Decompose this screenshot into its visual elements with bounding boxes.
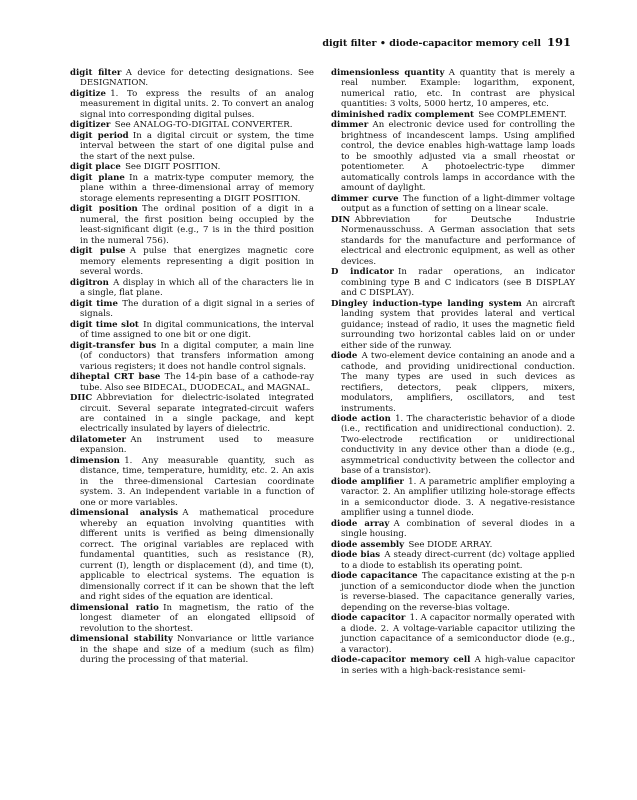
entry-term: digit-transfer bus <box>70 340 157 351</box>
entry-term: diode bias <box>331 550 381 561</box>
dictionary-entry <box>331 214 575 267</box>
entry-definition: The capacitance existing at the p-n junction of a semiconductor diode when the junction is reverse-biased. The capacitance generally varies, depending on the reverse-bias voltage. <box>341 571 575 613</box>
dictionary-entry <box>70 319 314 341</box>
dictionary-entry <box>70 88 314 120</box>
entry-definition: An aircraft landing system that provides lateral and vertical guidance; instead of radio, it uses the magnetic field surrounding two horizontal cables laid on or under either side of the runway. <box>341 298 576 351</box>
entry-term: diode array <box>331 518 390 529</box>
entry-term: Dingley induction-type landing system <box>331 298 522 309</box>
dictionary-entry <box>70 393 314 435</box>
entry-term: D indicator <box>331 267 394 278</box>
entry-definition: An instrument used to measure expansion. <box>80 434 314 456</box>
entry-definition: A two-element device containing an anode and a cathode, and providing unidirectional conduction. The many types are used in such devices as rectifiers, detectors, peak clippers, mixers, modulators, amplifiers, oscillators, and test instruments. <box>341 351 575 414</box>
entry-definition: 1. To express the results of an analog measurement in digital units. 2. To convert an analog signal into corresponding digital pulses. <box>80 88 314 120</box>
entry-term: DIN <box>331 214 351 225</box>
entry-term: digit pulse <box>70 246 126 257</box>
entry-term: dimensionless quantity <box>331 68 445 78</box>
dictionary-entry <box>70 508 314 603</box>
dictionary-entry <box>331 193 575 215</box>
dictionary-entry <box>70 246 314 278</box>
dictionary-entry <box>331 550 575 571</box>
entry-term: DIIC <box>70 393 93 404</box>
entry-term: diode <box>331 351 358 362</box>
entry-definition: Abbreviation for Deutsche Industrie Normenausschuss. A German association that sets standards for the manufacture and performance of electrical and electronic equipment, as well as other devices. <box>341 214 575 267</box>
entry-definition: A quantity that is merely a real number. Example: logarithm, exponent, numerical ratio, etc. In contrast are physical quantities: 3 volts, 5000 hertz, 10 amperes, etc. <box>341 68 575 110</box>
entry-definition: The ordinal position of a digit in a numeral, the first position being occupied by the least-significant digit (e.g., 7 is in the third position in the numeral 756). <box>80 204 314 246</box>
dictionary-entry <box>331 413 575 477</box>
entry-term: diode-capacitor memory cell <box>331 655 471 666</box>
entry-definition: Nonvariance or little variance in the shape and size of a medium (such as film) during the processing of that material. <box>80 634 314 666</box>
dictionary-entry <box>331 351 575 414</box>
dictionary-entry <box>331 298 576 351</box>
dictionary-entry <box>331 476 575 519</box>
entry-term: diheptal CRT base <box>70 372 161 383</box>
entry-definition: In a matrix-type computer memory, the plane within a three-dimensional array of memory storage elements representing a DIGIT POSITION. <box>80 172 314 204</box>
entry-definition: The function of a light-dimmer voltage output as a function of setting on a linear scale. <box>341 193 575 215</box>
entry-term: diminished radix complement <box>331 109 474 120</box>
entry-term: dimension <box>70 455 120 466</box>
entry-definition: The 14-pin base of a cathode-ray tube. Also see BIDECAL, DUODECAL, and MAGNAL. <box>80 372 314 393</box>
dictionary-entry <box>331 613 576 655</box>
entry-term: digitron <box>70 277 109 288</box>
entry-term: digit period <box>70 130 129 141</box>
entry-term: dilatometer <box>70 434 127 445</box>
entry-term: diode action <box>331 413 391 424</box>
entry-definition: A steady direct-current (dc) voltage applied to a diode to establish its operating point. <box>341 550 575 571</box>
entry-definition: See DIGIT POSITION. <box>125 162 221 173</box>
dictionary-entry <box>331 518 575 540</box>
dictionary-entry <box>70 372 314 393</box>
entry-definition: In magnetism, the ratio of the longest diameter of an elongated ellipsoid of revolution to the shortest. <box>80 602 314 634</box>
dictionary-entry <box>70 120 314 131</box>
entry-term: dimensional stability <box>70 634 173 645</box>
entry-definition: In radar operations, an indicator combining type B and C indicators (see B DISPLAY and C DISPLAY). <box>341 267 576 299</box>
entry-definition: 1. A capacitor normally operated with a diode. 2. A voltage-variable capacitor utilizing the junction capacitance of a semiconductor diode (e.g., a varactor). <box>341 613 576 655</box>
entry-term: digit place <box>70 162 121 173</box>
dictionary-entry <box>331 539 575 550</box>
dictionary-entry <box>70 172 314 204</box>
left-column <box>70 68 314 666</box>
entry-definition: See ANALOG-TO-DIGITAL CONVERTER. <box>114 120 293 131</box>
entry-term: dimensional analysis <box>70 508 179 519</box>
dictionary-entry <box>70 434 314 456</box>
entry-term: digitize <box>70 88 106 99</box>
entry-term: diode capacitor <box>331 613 406 624</box>
entry-definition: 1. The characteristic behavior of a diode (i.e., rectification and unidirectional conduction). 2. Two-electrode rectification or unidirectional conductivity in any device other than a diode (e.g., asymmetrical conductivity between the collector and base of a transistor). <box>341 413 575 477</box>
entry-definition: 1. Any measurable quantity, such as distance, time, temperature, humidity, etc. 2. An axis in the three-dimensional Cartesian coordinate system. 3. An independent variable in a function of one or more variables. <box>80 455 314 508</box>
entry-definition: A high-value capacitor in series with a high-back-resistance semi- <box>341 655 575 676</box>
entry-term: diode capacitance <box>331 571 418 582</box>
entry-definition: In digital communications, the interval of time assigned to one bit or one digit. <box>80 319 314 341</box>
dictionary-entry <box>70 455 314 508</box>
dictionary-entry <box>70 602 314 634</box>
entry-term: dimmer curve <box>331 193 399 204</box>
entry-term: diode amplifier <box>331 476 404 487</box>
entry-term: dimensional ratio <box>70 602 159 613</box>
entry-term: digit position <box>70 204 138 215</box>
dictionary-entry <box>70 277 314 299</box>
entry-definition: See DIODE ARRAY. <box>408 539 493 550</box>
dictionary-entry <box>331 571 575 613</box>
dictionary-entry <box>331 109 575 120</box>
entry-term: digitizer <box>70 120 111 131</box>
dictionary-entry <box>70 298 315 320</box>
entry-term: dimmer <box>331 120 369 131</box>
dictionary-entry <box>70 634 314 666</box>
entry-definition: In a digital circuit or system, the time interval between the start of one digital pulse and the start of the next pulse. <box>80 130 314 162</box>
dictionary-entry <box>70 162 314 173</box>
entry-definition: A mathematical procedure whereby an equation involving quantities with different units is verified as being dimensionally correct. The original variables are replaced with fundamental quantities, such as resistance (R), current (I), length or displacement (d), and time (t), applicable to electrical systems. The equation is dimensionally correct if it can be shown that the left and right sides of the equation are identical. <box>80 508 314 603</box>
entry-term: digit time <box>70 298 118 309</box>
dictionary-entry <box>331 68 575 110</box>
dictionary-entry <box>70 130 314 162</box>
entry-term: diode assembly <box>331 539 405 550</box>
entry-term: digit time slot <box>70 319 139 330</box>
entry-term: digit plane <box>70 172 125 183</box>
dictionary-entry <box>331 120 575 194</box>
entry-definition: The duration of a digit signal in a series of signals. <box>80 298 315 320</box>
entry-term: digit filter <box>70 68 122 78</box>
dictionary-entry <box>70 340 314 372</box>
dictionary-entry <box>70 204 314 246</box>
entry-definition: A device for detecting designations. See DESIGNATION. <box>80 68 314 89</box>
dictionary-entry <box>331 267 576 299</box>
entry-definition: An electronic device used for controlling the brightness of incandescent lamps. Using amplified control, the device enables high-wattage lamp loads to be smoothly adjusted via a small rheostat or potentiometer. A photoelectric-type dimmer automatically controls lamps in accordance with the amount of daylight. <box>341 120 575 194</box>
page-number: 191 <box>546 35 571 49</box>
right-column <box>331 68 575 676</box>
entry-definition: Abbreviation for dielectric-isolated integrated circuit. Several separate integrated-circuit wafers are contained in a single package, and kept electrically insulated by layers of dielectric. <box>80 393 314 435</box>
entry-definition: In a digital computer, a main line (of conductors) that transfers information among various registers; it does not handle control signals. <box>80 340 314 372</box>
entry-definition: 1. A parametric amplifier employing a varactor. 2. An amplifier utilizing hole-storage effects in a semiconductor diode. 3. A negative-resistance amplifier using a tunnel diode. <box>341 476 575 519</box>
dictionary-entry <box>331 655 575 676</box>
entry-definition: A combination of several diodes in a single housing. <box>341 518 575 540</box>
running-head <box>322 35 571 49</box>
entry-definition: A display in which all of the characters lie in a single, flat plane. <box>80 277 314 299</box>
entry-definition: See COMPLEMENT. <box>478 109 567 120</box>
dictionary-entry <box>70 68 314 89</box>
entry-definition: A pulse that energizes magnetic core memory elements representing a digit position in several words. <box>80 246 314 278</box>
running-head-title: digit filter • diode-capacitor memory cell <box>322 38 541 49</box>
